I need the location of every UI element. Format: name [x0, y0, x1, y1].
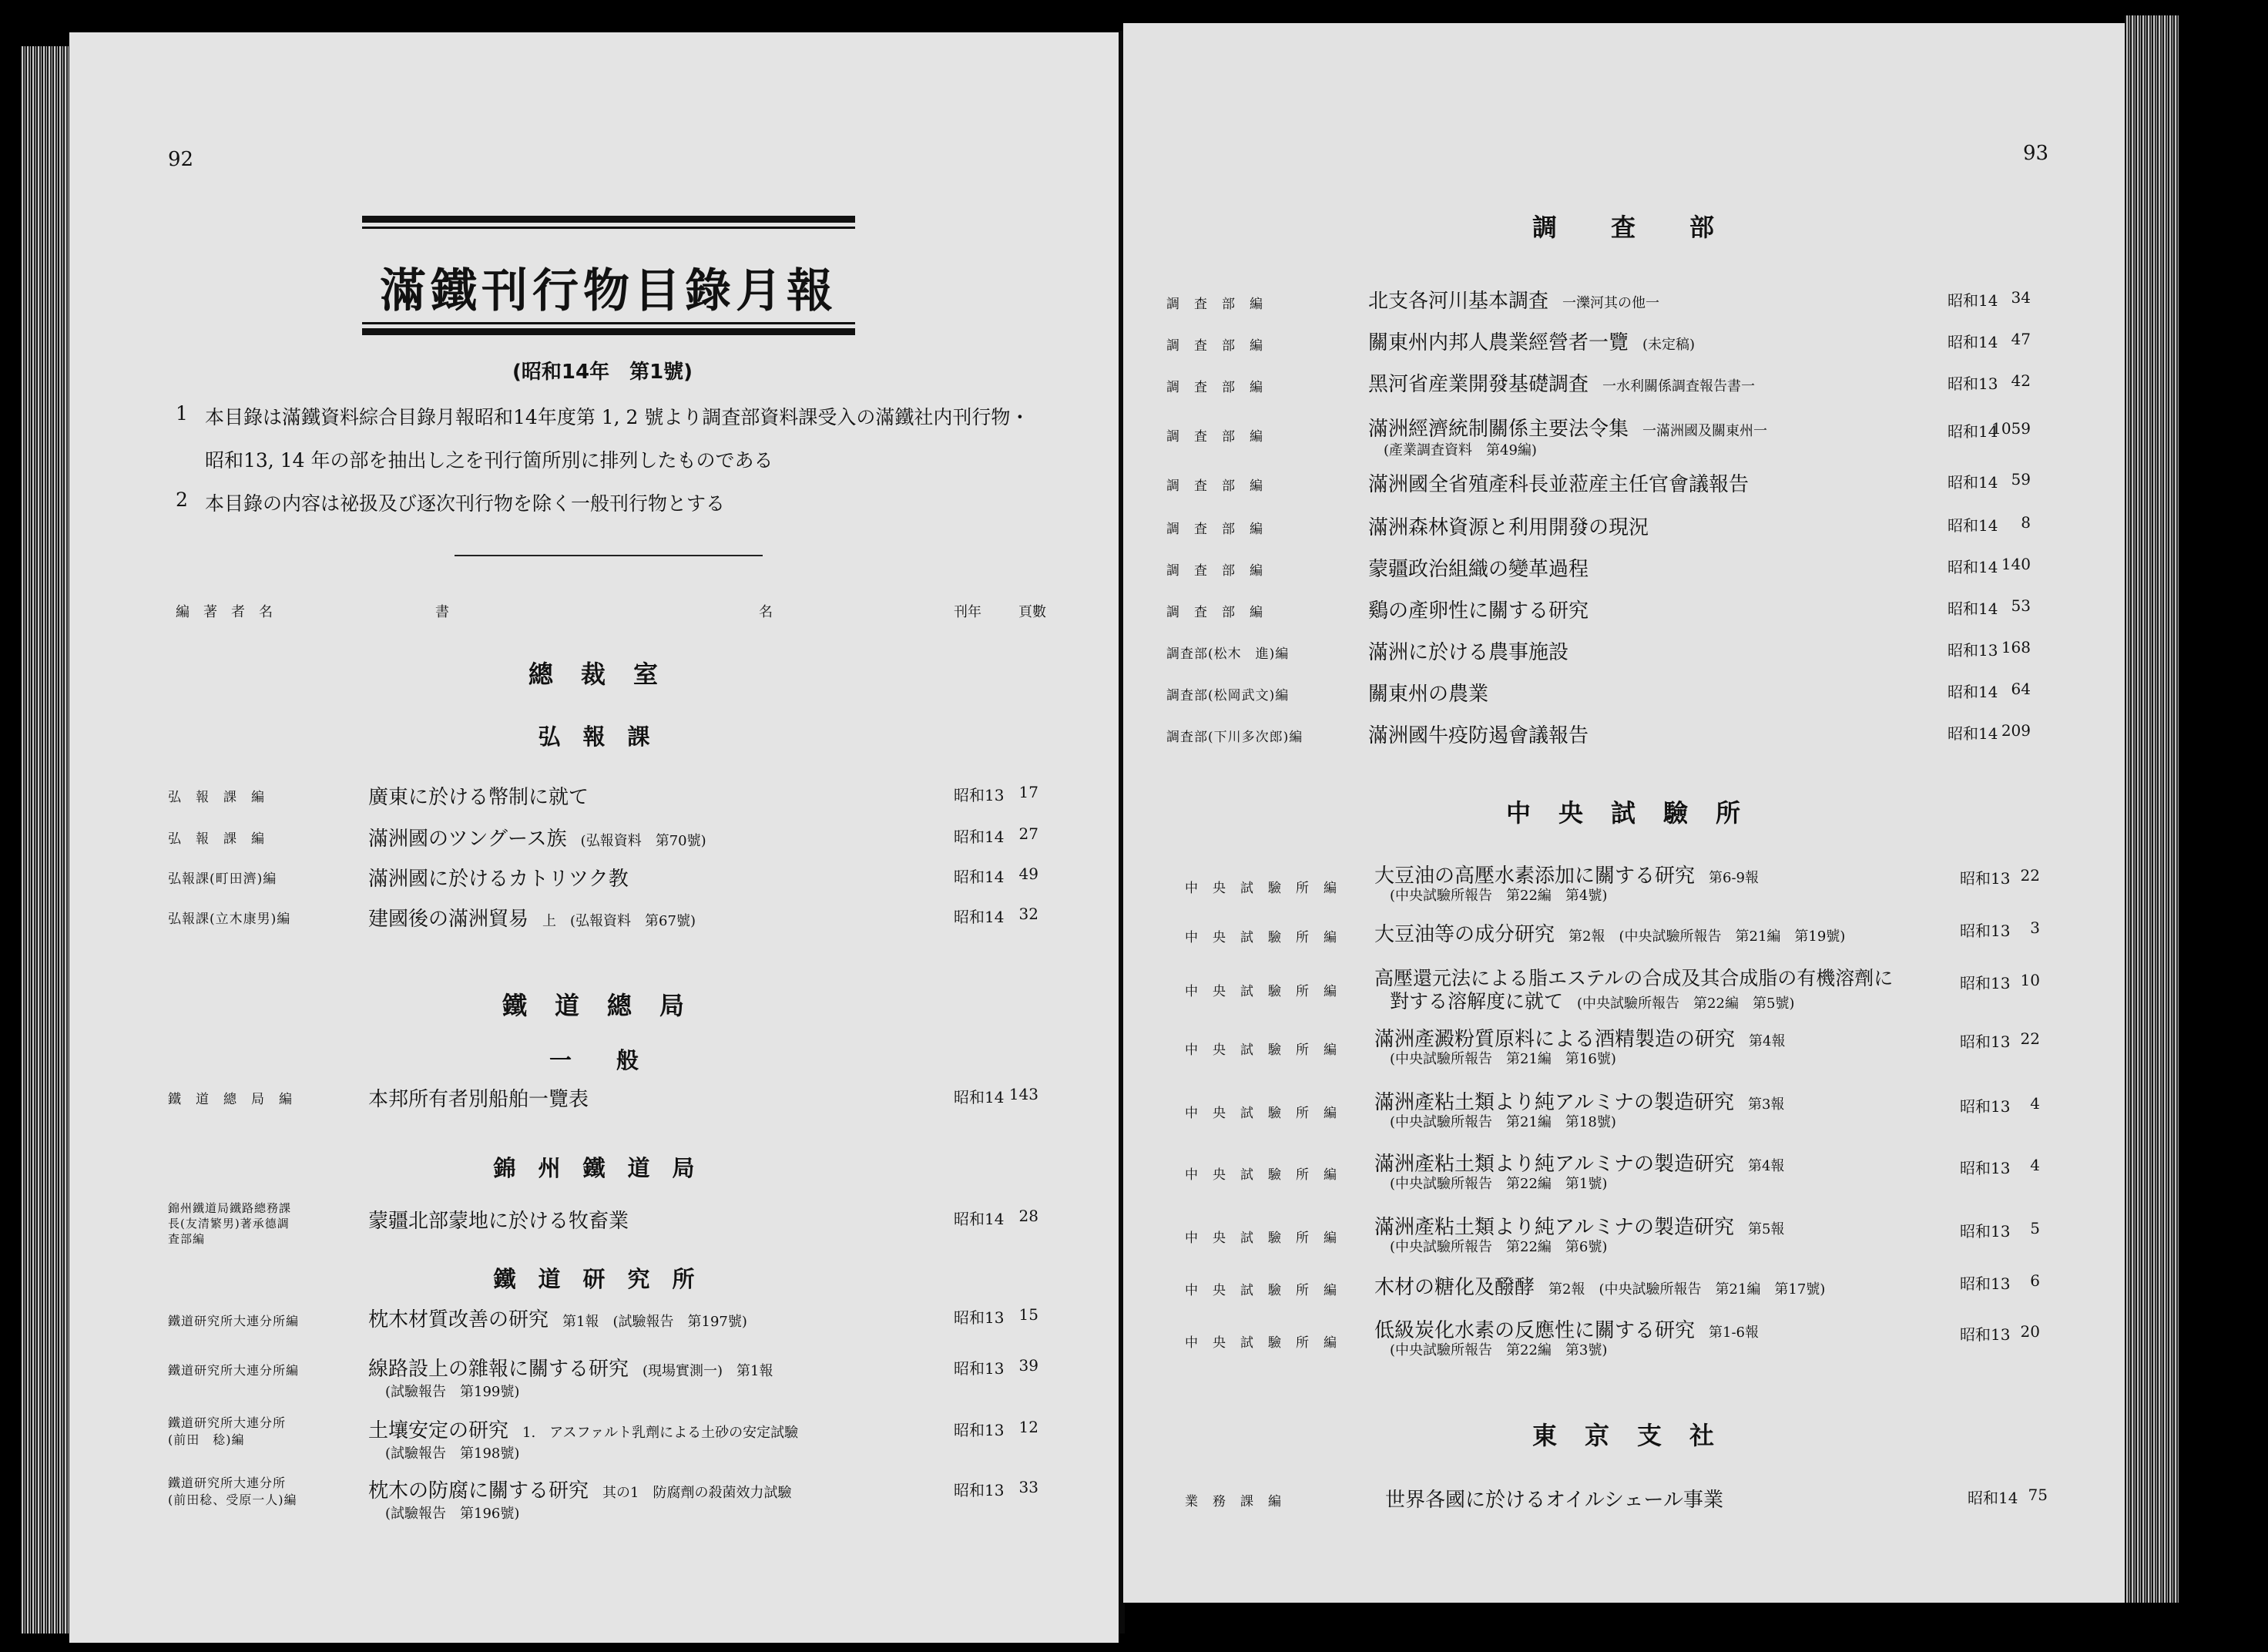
entry-publisher: 弘報課(立木康男)編	[168, 912, 291, 927]
entry-title-sub: (未定稿)	[1642, 337, 1696, 353]
entry-pages: 8	[2021, 513, 2031, 532]
entry-pages: 33	[1018, 1478, 1038, 1496]
entry-year: 昭和13	[1960, 974, 2011, 992]
entry-publisher: 中 央 試 驗 所 編	[1185, 1283, 1337, 1298]
entry-publisher: 調 査 部 編	[1166, 478, 1263, 494]
entry-year: 昭和14	[1948, 473, 1998, 492]
entry-pages: 64	[2011, 680, 2031, 698]
subsection-kohoka: 弘 報 課	[538, 724, 650, 750]
entry-pages: 168	[2001, 638, 2031, 656]
entry-note: (中央試驗所報告 第22編 第3號)	[1390, 1342, 1608, 1358]
right-page	[1123, 23, 2125, 1603]
entry-note: (試驗報告 第198號)	[385, 1446, 520, 1462]
entry-pages: 143	[1008, 1085, 1038, 1103]
entry-title-main: 枕木の防腐に關する研究	[368, 1479, 589, 1503]
entry-pages: 34	[2011, 288, 2031, 307]
entry-title	[368, 1353, 773, 1382]
entry-publisher: 弘 報 課 編	[168, 831, 265, 847]
entry-note: (中央試驗所報告 第22編 第6號)	[1390, 1239, 1608, 1255]
entry-publisher: 中 央 試 驗 所 編	[1185, 1167, 1337, 1183]
divider	[455, 555, 763, 556]
column-header-title-b: 名	[759, 604, 773, 620]
entry-year: 昭和14	[1948, 599, 1998, 618]
entry-title-sub: (現場實測一) 第1報	[642, 1363, 773, 1379]
book-edge-left	[22, 46, 69, 1634]
entry-title: 高壓還元法による脂エステルの合成及其合成脂の有機溶劑に	[1374, 967, 1894, 989]
entry-title	[1368, 327, 1695, 355]
note-2-line1: 本目錄の内容は祕扱及び逐次刊行物を除く一般刊行物とする	[205, 492, 726, 515]
entry-publisher: 中 央 試 驗 所 編	[1185, 1335, 1337, 1351]
entry-year: 昭和13	[954, 1308, 1005, 1327]
entry-publisher-line: 鐵道研究所大連分所	[168, 1476, 287, 1490]
entry-title	[368, 903, 696, 932]
entry-title-main: 滿洲經濟統制關係主要法令集	[1368, 418, 1629, 441]
entry-title: 滿洲森林資源と利用開發の現況	[1368, 516, 1649, 539]
section-tokyo-shisha: 東 京 支 社	[1532, 1421, 1716, 1450]
entry-title: 鷄の產卵性に關する研究	[1368, 599, 1589, 623]
entry-title-sub: 其の1 防腐劑の殺菌效力試驗	[602, 1485, 792, 1501]
entry-title: 關東州の農業	[1368, 683, 1489, 706]
entry-title-main: 建國後の滿洲貿易	[368, 908, 529, 931]
entry-pages: 49	[1018, 865, 1038, 883]
entry-title	[1368, 413, 1767, 442]
entry-title-main: 滿洲產粘土類より純アルミナの製造研究	[1374, 1091, 1734, 1114]
entry-publisher-line: 錦州鐵道局鐵路總務課	[168, 1201, 292, 1215]
entry-title-sub: 上 (弘報資料 第67號)	[542, 913, 696, 929]
entry-year: 昭和13	[1960, 1159, 2011, 1177]
entry-year: 昭和13	[954, 1359, 1005, 1378]
note-1-line1: 本目錄は滿鐵資料綜合目錄月報昭和14年度第 1, 2 號より調査部資料課受入の滿鐵社内刊行物・	[205, 406, 1030, 428]
entry-pages: 4	[2030, 1094, 2040, 1113]
entry-year: 昭和13	[1948, 641, 1998, 660]
entry-title-main: 枕木材質改善の研究	[368, 1308, 549, 1331]
note-2-no: 2	[176, 489, 188, 511]
entry-title-main: 滿洲國のツングース族	[368, 828, 567, 851]
entry-pages: 15	[1018, 1305, 1038, 1324]
entry-pages: 27	[1018, 824, 1038, 843]
title-rule-top	[362, 216, 855, 223]
entry-title-main: 滿洲產粘土類より純アルミナの製造研究	[1374, 1153, 1734, 1176]
entry-pages: 5	[2030, 1219, 2040, 1237]
entry-year: 昭和13	[954, 1481, 1005, 1499]
entry-note: (中央試驗所報告 第22編 第4號)	[1390, 888, 1608, 904]
column-header-publisher: 編 著 者 名	[176, 604, 273, 620]
entry-publisher: 中 央 試 驗 所 編	[1185, 1106, 1337, 1121]
entry-note: (試驗報告 第199號)	[385, 1384, 520, 1400]
entry-year: 昭和13	[1960, 869, 2011, 888]
entry-title-sub: 一濼河其の他一	[1562, 295, 1660, 311]
entry-pages: 10	[2020, 971, 2040, 989]
section-chosabu: 調 査 部	[1532, 213, 1716, 242]
entry-note: (中央試驗所報告 第21編 第18號)	[1390, 1114, 1616, 1130]
entry-publisher-line: 査部編	[168, 1232, 206, 1246]
entry-title	[368, 823, 706, 851]
entry-publisher	[168, 1415, 286, 1449]
page-number: 92	[168, 148, 194, 171]
entry-title-sub: 第2報 (中央試驗所報告 第21編 第19號)	[1568, 928, 1846, 945]
entry-publisher: 鐵道研究所大連分所編	[168, 1363, 300, 1378]
issue-label: (昭和14年 第1號)	[512, 361, 693, 384]
entry-publisher: 調査部(松岡武文)編	[1166, 688, 1290, 703]
entry-title: 世界各國に於けるオイルシェール事業	[1385, 1489, 1724, 1512]
entry-pages: 47	[2011, 330, 2031, 348]
entry-title-sub: 第2報 (中央試驗所報告 第21編 第17號)	[1548, 1281, 1826, 1298]
entry-title: 滿洲國に於けるカトリツク教	[368, 868, 629, 891]
entry-publisher: 調査部(松木 進)編	[1166, 646, 1290, 662]
entry-publisher: 調 査 部 編	[1166, 297, 1263, 312]
page-title: 滿鐵刊行物目錄月報	[380, 264, 837, 318]
entry-publisher: 弘 報 課 編	[168, 790, 265, 805]
entry-year: 昭和13	[1960, 1274, 2011, 1293]
entry-title: 滿洲國全省殖產科長並蒞産主任官會議報告	[1368, 473, 1750, 496]
entry-publisher: 中 央 試 驗 所 編	[1185, 1231, 1337, 1246]
column-header-pages: 頁數	[1018, 604, 1046, 620]
entry-title-sub: 第6-9報	[1709, 870, 1760, 886]
entry-publisher-line: 長(友清繁男)著承德調	[168, 1217, 290, 1231]
column-header-title-a: 書	[435, 604, 449, 620]
entry-year: 昭和14	[1968, 1489, 2018, 1507]
subsection-kenkyujo: 鐵 道 研 究 所	[493, 1266, 695, 1292]
entry-title-sub: (弘報資料 第70號)	[580, 833, 706, 849]
section-chuo-shikenjo: 中 央 試 驗 所	[1505, 798, 1742, 828]
entry-publisher: 中 央 試 驗 所 編	[1185, 881, 1337, 896]
entry-title-sub: 一滿洲國及關東州一	[1642, 423, 1768, 439]
entry-note: (試驗報告 第196號)	[385, 1506, 520, 1522]
title-rule-top-thin	[362, 227, 855, 229]
entry-publisher: 中 央 試 驗 所 編	[1185, 984, 1337, 999]
entry-publisher-line: (前田 稔)編	[168, 1432, 245, 1447]
entry-year: 昭和14	[1948, 683, 1998, 701]
entry-publisher: 調 査 部 編	[1166, 380, 1263, 395]
entry-title-main: 木材の糖化及醱酵	[1374, 1276, 1535, 1299]
entry-year: 昭和14	[954, 1210, 1005, 1228]
entry-title-main: 滿洲產澱粉質原料による酒精製造の研究	[1374, 1028, 1736, 1051]
entry-title	[1374, 1271, 1825, 1300]
entry-year: 昭和14	[954, 908, 1005, 926]
entry-title-sub: 第4報	[1749, 1033, 1786, 1049]
entry-pages: 12	[1018, 1418, 1038, 1436]
entry-year: 昭和13	[1960, 1032, 2011, 1051]
entry-publisher	[168, 1475, 297, 1509]
title-rule-bottom-thin	[362, 322, 855, 324]
entry-title	[1374, 918, 1845, 947]
entry-pages: 39	[1018, 1356, 1038, 1375]
note-1-line2: 昭和13, 14 年の部を抽出し之を刊行箇所別に排列したものである	[205, 449, 773, 472]
entry-pages: 4	[2030, 1156, 2040, 1174]
title-rule-bottom	[362, 328, 855, 335]
entry-title	[1368, 368, 1755, 397]
entry-title	[368, 1415, 798, 1443]
entry-year: 昭和13	[1948, 374, 1998, 393]
entry-pages: 209	[2001, 721, 2031, 740]
entry-title-sub: 第5報	[1747, 1221, 1785, 1237]
entry-note: (中央試驗所報告 第21編 第16號)	[1390, 1051, 1616, 1067]
entry-pages: 6	[2030, 1271, 2040, 1290]
subsection-kinshu: 錦 州 鐵 道 局	[493, 1155, 695, 1181]
entry-title	[1368, 285, 1659, 314]
subsection-ippan: 一 般	[549, 1047, 639, 1073]
entry-year: 昭和14	[954, 828, 1005, 846]
entry-title-main: 關東州内邦人農業經營者一覽	[1368, 331, 1629, 354]
entry-title-main: 大豆油等の成分研究	[1374, 923, 1555, 946]
left-page	[69, 32, 1119, 1643]
entry-pages: 20	[2020, 1322, 2040, 1341]
entry-year: 昭和13	[1960, 1222, 2011, 1241]
entry-note: (中央試驗所報告 第22編 第1號)	[1390, 1176, 1608, 1192]
entry-year: 昭和13	[1960, 1325, 2011, 1344]
entry-title-main: 滿洲產粘土類より純アルミナの製造研究	[1374, 1216, 1734, 1239]
entry-title-main: 對する溶解度に就て	[1390, 990, 1564, 1012]
entry-publisher	[168, 1200, 291, 1247]
entry-year: 昭和14	[1948, 558, 1998, 576]
entry-pages: 75	[2028, 1486, 2048, 1504]
entry-year: 昭和14	[1948, 724, 1998, 743]
entry-title-sub: (中央試驗所報告 第22編 第5號)	[1577, 996, 1795, 1012]
entry-year: 昭和13	[1960, 922, 2011, 940]
entry-publisher: 業 務 課 編	[1185, 1494, 1282, 1509]
entry-year: 昭和14	[954, 1088, 1005, 1106]
entry-pages: 59	[2011, 470, 2031, 489]
entry-publisher: 鐵道研究所大連分所編	[168, 1314, 300, 1328]
entry-publisher: 中 央 試 驗 所 編	[1185, 1043, 1337, 1058]
entry-pages: 53	[2011, 596, 2031, 615]
entry-pages: 28	[1018, 1207, 1038, 1225]
entry-publisher: 調 査 部 編	[1166, 338, 1263, 354]
entry-title-sub: 第1報 (試驗報告 第197號)	[562, 1314, 747, 1330]
entry-publisher-line: (前田稔、受原一人)編	[168, 1493, 297, 1507]
entry-publisher: 調 査 部 編	[1166, 522, 1263, 537]
entry-title-sub: 1. アスファルト乳劑による土砂の安定試驗	[522, 1425, 799, 1441]
entry-title-main: 土壤安定の研究	[368, 1419, 509, 1442]
entry-note: (產業調査資料 第49編)	[1384, 442, 1537, 458]
entry-title-main: 北支各河川基本調査	[1368, 290, 1549, 313]
section-tetsudo-sokyoku: 鐵 道 總 局	[502, 991, 686, 1020]
entry-title-line2	[1390, 986, 1794, 1014]
entry-publisher: 弘報課(町田濟)編	[168, 871, 277, 887]
entry-year: 昭和14	[1948, 516, 1998, 535]
entry-publisher: 調 査 部 編	[1166, 563, 1263, 579]
entry-title-sub: 第3報	[1747, 1096, 1785, 1113]
entry-title: 蒙疆北部蒙地に於ける牧畜業	[368, 1210, 629, 1233]
entry-title-sub: 第4報	[1747, 1158, 1785, 1174]
entry-title: 滿洲に於ける農事施設	[1368, 641, 1569, 664]
entry-title-sub: 一水利關係調査報告書一	[1602, 378, 1756, 395]
entry-year: 昭和14	[1948, 333, 1998, 351]
entry-pages: 3	[2030, 918, 2040, 937]
entry-title	[368, 1475, 791, 1503]
entry-year: 昭和13	[954, 1421, 1005, 1439]
entry-title	[368, 1304, 747, 1332]
entry-pages: 22	[2020, 1029, 2040, 1048]
entry-pages: 140	[2001, 555, 2031, 573]
column-header-year: 刊年	[954, 604, 981, 620]
note-1-no: 1	[176, 402, 188, 425]
entry-publisher: 調 査 部 編	[1166, 429, 1263, 445]
entry-title-main: 大豆油の高壓水素添加に關する研究	[1374, 865, 1696, 888]
section-sosaishitsu: 總 裁 室	[528, 660, 659, 689]
book-edge-right	[2125, 15, 2179, 1603]
entry-title: 蒙疆政治組織の變革過程	[1368, 558, 1589, 581]
entry-year: 昭和14	[954, 868, 1005, 886]
entry-title-main: 線路設上の雜報に關する研究	[368, 1358, 629, 1381]
entry-year: 昭和13	[1960, 1097, 2011, 1116]
entry-publisher-line: 鐵道研究所大連分所	[168, 1415, 287, 1430]
entry-publisher: 中 央 試 驗 所 編	[1185, 930, 1337, 945]
entry-publisher: 鐵 道 總 局 編	[168, 1092, 293, 1107]
entry-title-main: 黑河省産業開發基礎調査	[1368, 373, 1589, 396]
entry-title: 廣東に於ける幣制に就て	[368, 786, 589, 809]
entry-title-sub: 第1-6報	[1709, 1325, 1760, 1341]
entry-publisher: 調査部(下川多次郎)編	[1166, 730, 1303, 745]
title-block	[362, 216, 855, 347]
page-number: 93	[2023, 142, 2049, 165]
entry-title-main: 低級炭化水素の反應性に關する研究	[1374, 1319, 1696, 1342]
entry-year: 昭和14	[1948, 422, 1998, 441]
entry-year: 昭和14	[1948, 291, 1998, 310]
entry-pages: 42	[2011, 371, 2031, 390]
entry-year: 昭和13	[954, 786, 1005, 804]
entry-pages: 32	[1018, 905, 1038, 923]
entry-pages: 22	[2020, 866, 2040, 885]
entry-pages: 1059	[1991, 419, 2031, 438]
entry-title: 滿洲國牛疫防遏會議報告	[1368, 724, 1589, 747]
entry-pages: 17	[1018, 783, 1038, 801]
entry-publisher: 調 査 部 編	[1166, 605, 1263, 620]
entry-title: 本邦所有者別船舶一覽表	[368, 1088, 589, 1111]
